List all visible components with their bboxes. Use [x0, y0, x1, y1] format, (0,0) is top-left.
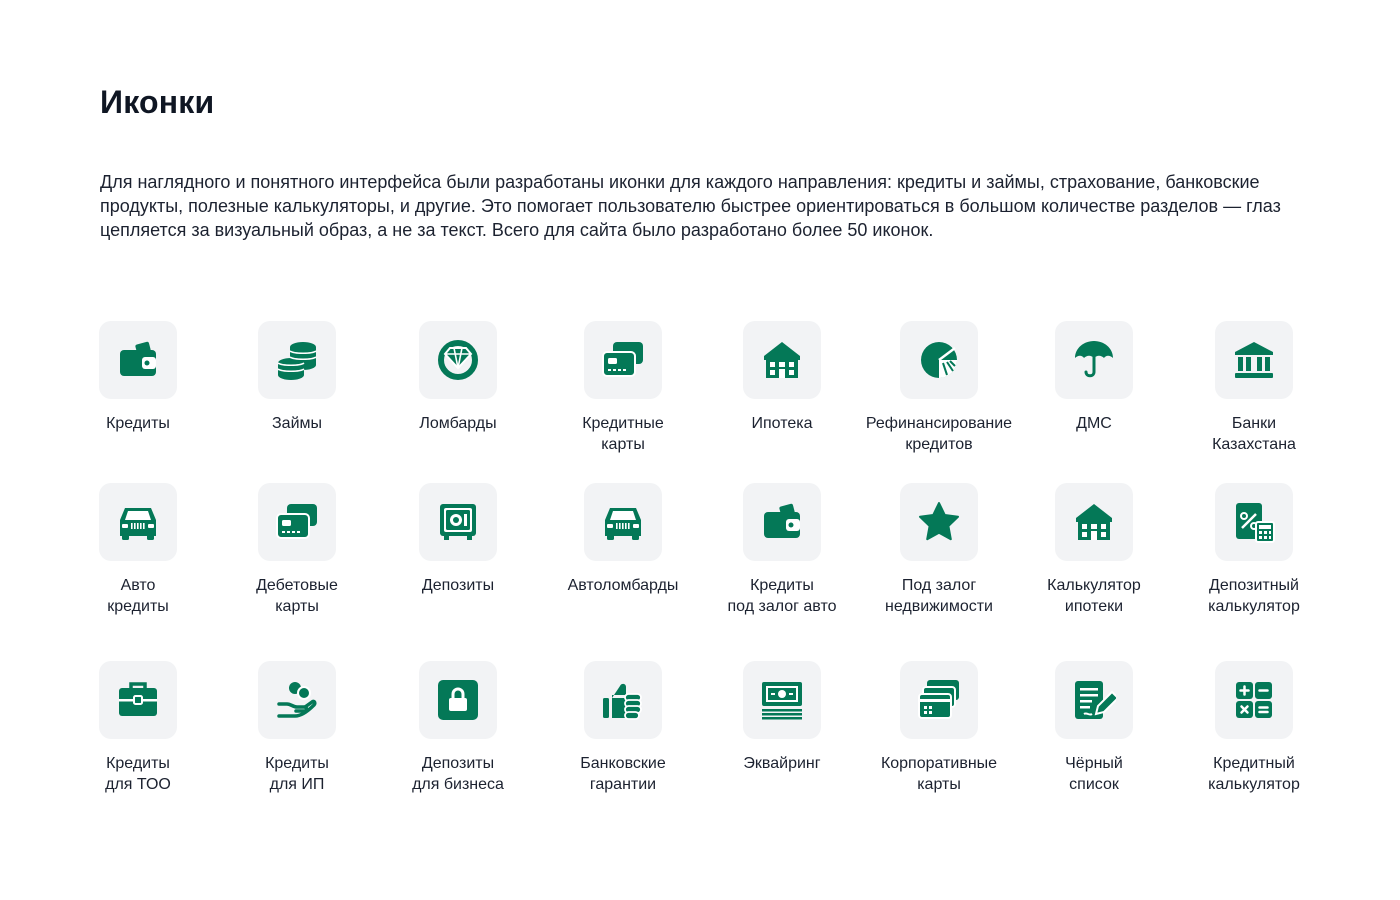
icon-label: Автоломбарды	[567, 577, 679, 594]
icon-card-2	[207, 321, 387, 434]
page-title: Иконки	[100, 84, 215, 120]
icon-tile	[1215, 661, 1293, 739]
icon-tile	[1215, 483, 1293, 561]
icon-card-13	[692, 483, 872, 617]
thumbs-up-icon	[601, 678, 645, 722]
icon-tile	[900, 321, 978, 399]
icon-tile	[584, 661, 662, 739]
icon-label: Авто кредиты	[107, 577, 169, 615]
icon-card-4	[533, 321, 713, 455]
icon-label: Под залог недвижимости	[885, 577, 993, 615]
icon-tile	[743, 321, 821, 399]
banknotes-icon	[760, 678, 804, 722]
percent-calculator-icon	[1232, 500, 1276, 544]
icon-tile	[1055, 321, 1133, 399]
house-icon	[1072, 500, 1116, 544]
icon-tile	[1055, 661, 1133, 739]
icon-tile	[584, 483, 662, 561]
icon-card-3	[368, 321, 548, 434]
icon-tile	[258, 661, 336, 739]
icon-label: Эквайринг	[743, 755, 821, 772]
safe-icon	[436, 500, 480, 544]
car-icon	[116, 500, 160, 544]
icon-label: Банки Казахстана	[1212, 415, 1296, 453]
icon-label: Калькулятор ипотеки	[1047, 577, 1141, 615]
icon-tile	[743, 661, 821, 739]
icon-label: Кредиты для ТОО	[105, 755, 171, 793]
icon-tile	[1055, 483, 1133, 561]
icon-card-24	[1164, 661, 1344, 795]
icon-tile	[419, 483, 497, 561]
coins-icon	[275, 338, 319, 382]
icon-card-19	[368, 661, 548, 795]
icon-tile	[743, 483, 821, 561]
icon-label: Займы	[272, 415, 322, 432]
icon-label: Ипотека	[751, 415, 813, 432]
icon-tile	[419, 321, 497, 399]
icon-tile	[99, 321, 177, 399]
debit-cards-icon	[275, 500, 319, 544]
icon-label: Депозиты	[421, 577, 495, 594]
icon-card-9	[48, 483, 228, 617]
icon-card-14	[849, 483, 1029, 617]
icon-label: Кредиты под залог авто	[727, 577, 837, 615]
lock-icon	[436, 678, 480, 722]
house-icon	[760, 338, 804, 382]
icon-label: Кредиты	[106, 415, 170, 432]
icon-card-18	[207, 661, 387, 795]
wallet-icon	[760, 500, 804, 544]
icon-tile	[258, 321, 336, 399]
icon-tile	[258, 483, 336, 561]
icon-card-15	[1004, 483, 1184, 617]
bank-icon	[1232, 338, 1276, 382]
icon-card-8	[1164, 321, 1344, 455]
icon-label: Кредитный калькулятор	[1208, 755, 1300, 793]
icon-card-1	[48, 321, 228, 434]
credit-cards-icon	[601, 338, 645, 382]
icon-label: Кредиты для ИП	[265, 755, 329, 793]
icon-label: Корпоративные карты	[880, 755, 998, 793]
icon-card-21	[692, 661, 872, 774]
car-icon	[601, 500, 645, 544]
icon-label: Кредитные карты	[582, 415, 664, 453]
briefcase-icon	[116, 678, 160, 722]
icon-label: Чёрный список	[1065, 755, 1123, 793]
pie-chart-icon	[917, 338, 961, 382]
icon-tile	[900, 483, 978, 561]
icon-card-16	[1164, 483, 1344, 617]
icon-card-20	[533, 661, 713, 795]
icon-card-11	[368, 483, 548, 596]
icon-card-23	[1004, 661, 1184, 795]
icon-label: Депозитный калькулятор	[1208, 577, 1300, 615]
icon-label: Депозиты для бизнеса	[412, 755, 504, 793]
diamond-icon	[436, 338, 480, 382]
icon-card-6	[849, 321, 1029, 455]
icon-tile	[1215, 321, 1293, 399]
icon-label: Дебетовые карты	[256, 577, 338, 615]
document-pen-icon	[1072, 678, 1116, 722]
icon-card-12	[533, 483, 713, 596]
icon-label: Ломбарды	[419, 415, 497, 432]
icon-card-10	[207, 483, 387, 617]
icon-card-5	[692, 321, 872, 434]
umbrella-icon	[1072, 338, 1116, 382]
icon-tile	[419, 661, 497, 739]
hand-coins-icon	[275, 678, 319, 722]
icon-label: Рефинансирование кредитов	[865, 415, 1013, 453]
icon-tile	[584, 321, 662, 399]
corporate-cards-icon	[917, 678, 961, 722]
icon-tile	[900, 661, 978, 739]
calculator-icon	[1232, 678, 1276, 722]
icon-tile	[99, 483, 177, 561]
icon-card-17	[48, 661, 228, 795]
icon-tile	[99, 661, 177, 739]
wallet-icon	[116, 338, 160, 382]
star-icon	[917, 500, 961, 544]
icon-label: ДМС	[1076, 415, 1112, 432]
icon-card-7	[1004, 321, 1184, 434]
page-description: Для наглядного и понятного интерфейса были разработаны иконки для каждого направления: кредиты и займы, страхование, банковские продукты, полезные калькуляторы, и другие. Это помогает пользователю быстрее ориентироваться в большом количестве разделов — глаз цепляется за визуальный образ, а не за текст. Всего для сайта было разработано более 50 иконок.	[100, 172, 1281, 240]
icon-card-22	[849, 661, 1029, 795]
icon-label: Банковские гарантии	[580, 755, 666, 793]
